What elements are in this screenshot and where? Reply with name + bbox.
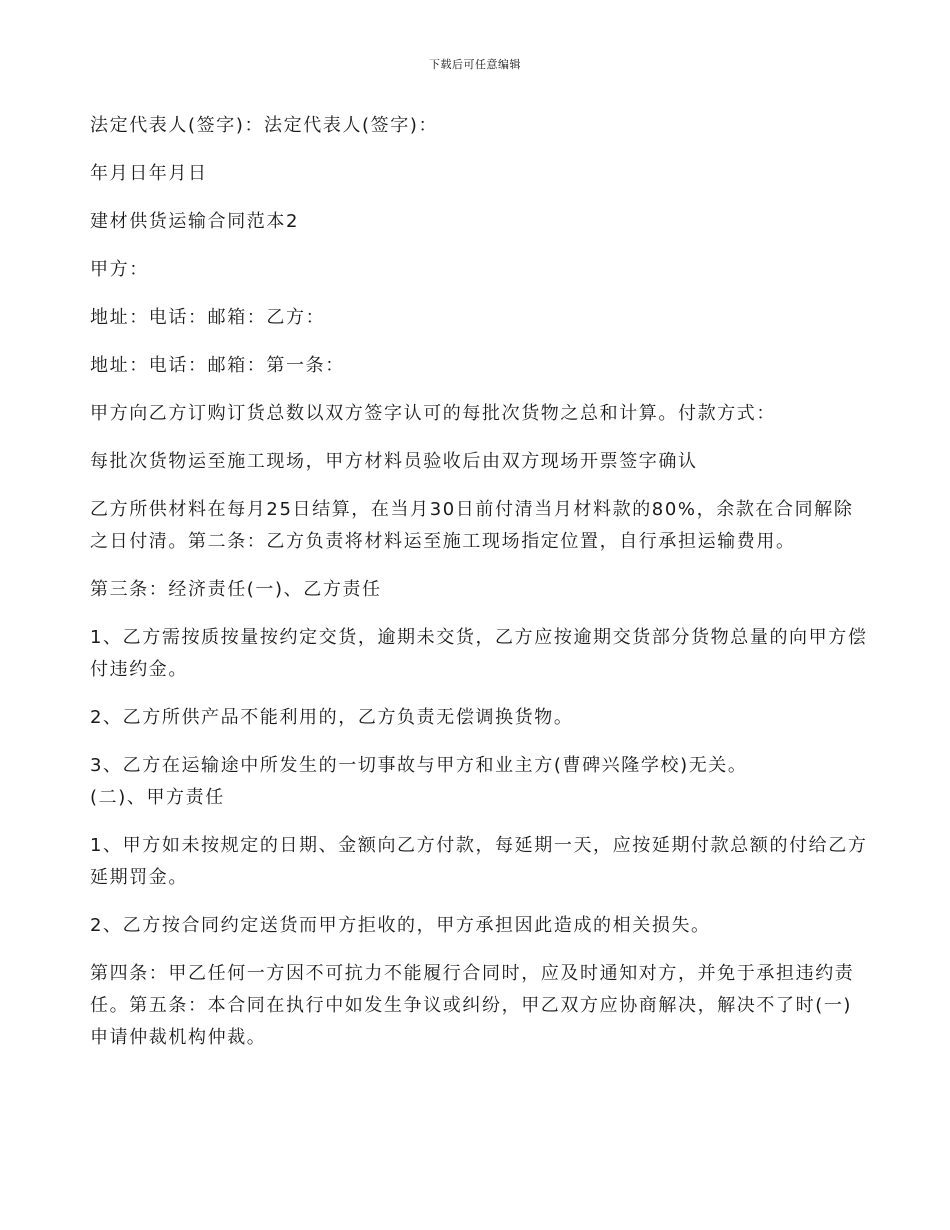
clause-four-five: 第四条：甲乙任何一方因不可抗力不能履行合同时，应及时通知对方，并免于承担违约责任。第五条：本合同在执行中如发生争议或纠纷，甲乙双方应协商解决，解决不了时(一)申请仲裁机构仲裁。 <box>90 963 855 1048</box>
contract-title: 建材供货运输合同范本2 <box>90 211 300 232</box>
clause-delivery-confirmation: 每批次货物运至施工现场，甲方材料员验收后由双方现场开票签字确认 <box>90 451 698 472</box>
party-b-contact: 地址：电话：邮箱：第一条： <box>90 355 345 376</box>
clause-three-heading: 第三条：经济责任(一)、乙方责任 <box>90 579 382 600</box>
clause-order-total: 甲方向乙方订购订货总数以双方签字认可的每批次货物之总和计算。付款方式： <box>90 403 776 424</box>
party-b-duty-3: 3、乙方在运输途中所发生的一切事故与甲方和业主方(曹碑兴隆学校)无关。 <box>90 755 748 776</box>
page-header: 下载后可任意编辑 <box>429 58 521 71</box>
party-a-contact: 地址：电话：邮箱：乙方： <box>90 307 326 328</box>
clause-settlement: 乙方所供材料在每月25日结算，在当月30日前付清当月材料款的80%，余款在合同解除之日付清。第二条：乙方负责将材料运至施工现场指定位置，自行承担运输费用。 <box>90 499 854 552</box>
party-a-label: 甲方： <box>90 259 149 280</box>
party-a-duty-1: 1、甲方如未按规定的日期、金额向乙方付款，每延期一天，应按延期付款总额的付给乙方延期罚金。 <box>90 835 868 888</box>
party-b-duty-1: 1、乙方需按质按量按约定交货，逾期未交货，乙方应按逾期交货部分货物总量的向甲方偿付违约金。 <box>90 627 868 680</box>
party-a-duty-2: 2、乙方按合同约定送货而甲方拒收的，甲方承担因此造成的相关损失。 <box>90 915 711 936</box>
date-line: 年月日年月日 <box>90 163 208 184</box>
document-body <box>90 110 870 1070</box>
party-b-duty-2: 2、乙方所供产品不能利用的，乙方负责无偿调换货物。 <box>90 707 574 728</box>
signature-line: 法定代表人(签字)：法定代表人(签字)： <box>90 115 439 136</box>
party-a-duty-heading: (二)、甲方责任 <box>90 787 225 808</box>
